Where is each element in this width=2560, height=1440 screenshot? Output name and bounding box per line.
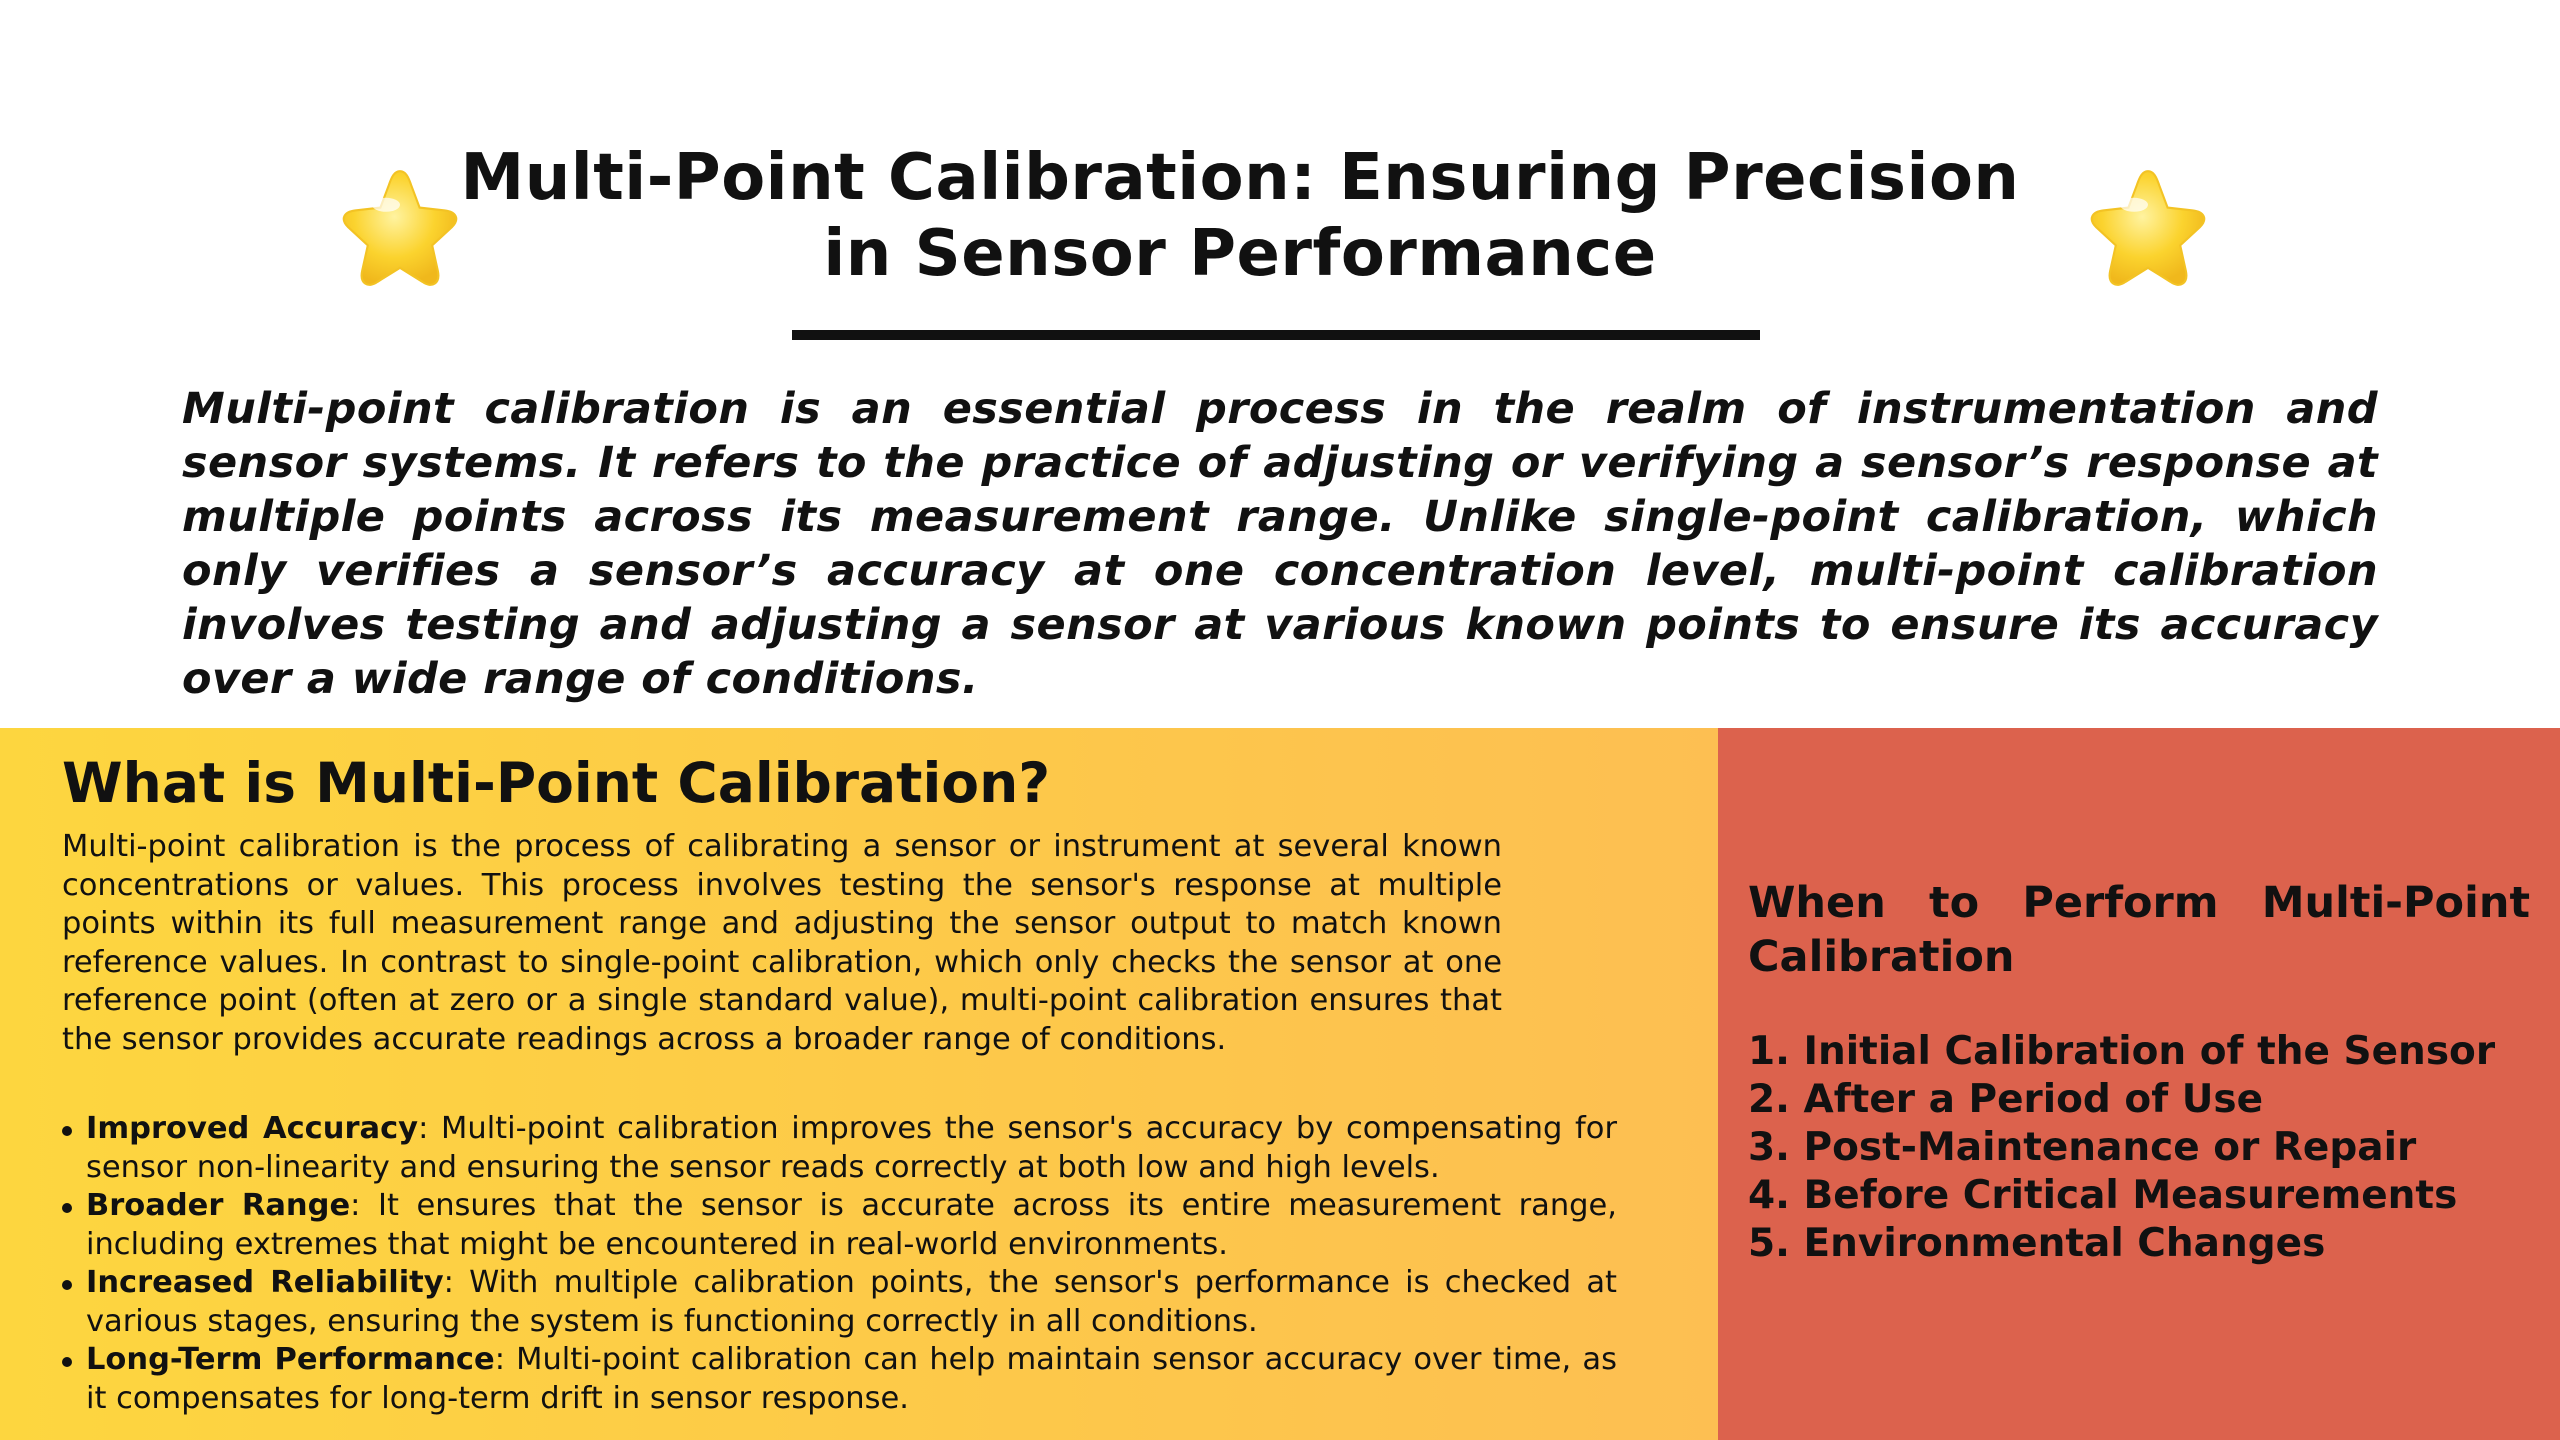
list-item [62,1110,1617,1187]
benefits-list [62,1110,1617,1418]
title-word: Multi-Point [2261,878,2530,928]
title-word: to [1929,878,1980,928]
bullet-text: : It ensures that the sensor is accurate across its entire measurement range, including extremes that might be encountered in real-world environments. [86,1188,1617,1262]
section-title [1748,876,2530,984]
what-is-section [0,728,1718,1440]
title-line-2: in Sensor Performance [823,217,1657,291]
list-item: 4. Before Critical Measurements [1748,1173,2458,1218]
list-item: 5. Environmental Changes [1748,1221,2326,1266]
list-item [62,1341,1617,1418]
section-title: What is Multi-Point Calibration? [62,751,1051,815]
bullet-text: : Multi-point calibration can help maintain sensor accuracy over time, as it compensates for long-term drift in sensor response. [86,1342,1617,1416]
bullet-text: : Multi-point calibration improves the sensor's accuracy by compensating for sensor non-linearity and ensuring the sensor reads correctly at both low and high levels. [86,1111,1617,1185]
title-line-1: Multi-Point Calibration: Ensuring Precision [460,141,2020,215]
title-line-1 [1748,876,2530,930]
section-paragraph: Multi-point calibration is the process of calibrating a sensor or instrument at several known concentrations or values. This process involves testing the sensor's response at multiple points within its full measurement range and adjusting the sensor output to match known reference values. In contrast to single-point calibration, which only checks the sensor at one reference point (often at zero or a single standard value), multi-point calibration ensures that the sensor provides accurate readings across a broader range of conditions. [62,829,1502,1057]
steps-list [1748,1028,2495,1268]
list-item [62,1187,1617,1264]
intro-paragraph: Multi-point calibration is an essential process in the realm of instrumentation and sensor systems. It refers to the practice of adjusting or verifying a sensor’s response at multiple points across its measurement range. Unlike single-point calibration, which only verifies a sensor’s accuracy at one concentration level, multi-point calibration involves testing and adjusting a sensor at various known points to ensure its accuracy over a wide range of conditions. [182,384,2378,704]
bullet-term: Long-Term Performance [86,1342,495,1377]
bullet-term: Broader Range [86,1188,351,1223]
star-icon [2078,160,2218,300]
title-word: Perform [2022,878,2219,928]
list-item: 2. After a Period of Use [1748,1077,2264,1122]
list-item: 3. Post-Maintenance or Repair [1748,1125,2417,1170]
when-to-perform-section [1718,728,2560,1440]
title-underline [792,330,1760,340]
title-word: When [1748,878,1886,928]
list-item [62,1264,1617,1341]
bullet-text: : With multiple calibration points, the sensor's performance is checked at various stages, ensuring the system is functioning correctly in all conditions. [86,1265,1617,1339]
title-line-2: Calibration [1748,932,2015,982]
bullet-term: Improved Accuracy [86,1111,419,1146]
bullet-term: Increased Reliability [86,1265,444,1300]
page-title [440,140,2040,292]
list-item: 1. Initial Calibration of the Sensor [1748,1029,2496,1074]
